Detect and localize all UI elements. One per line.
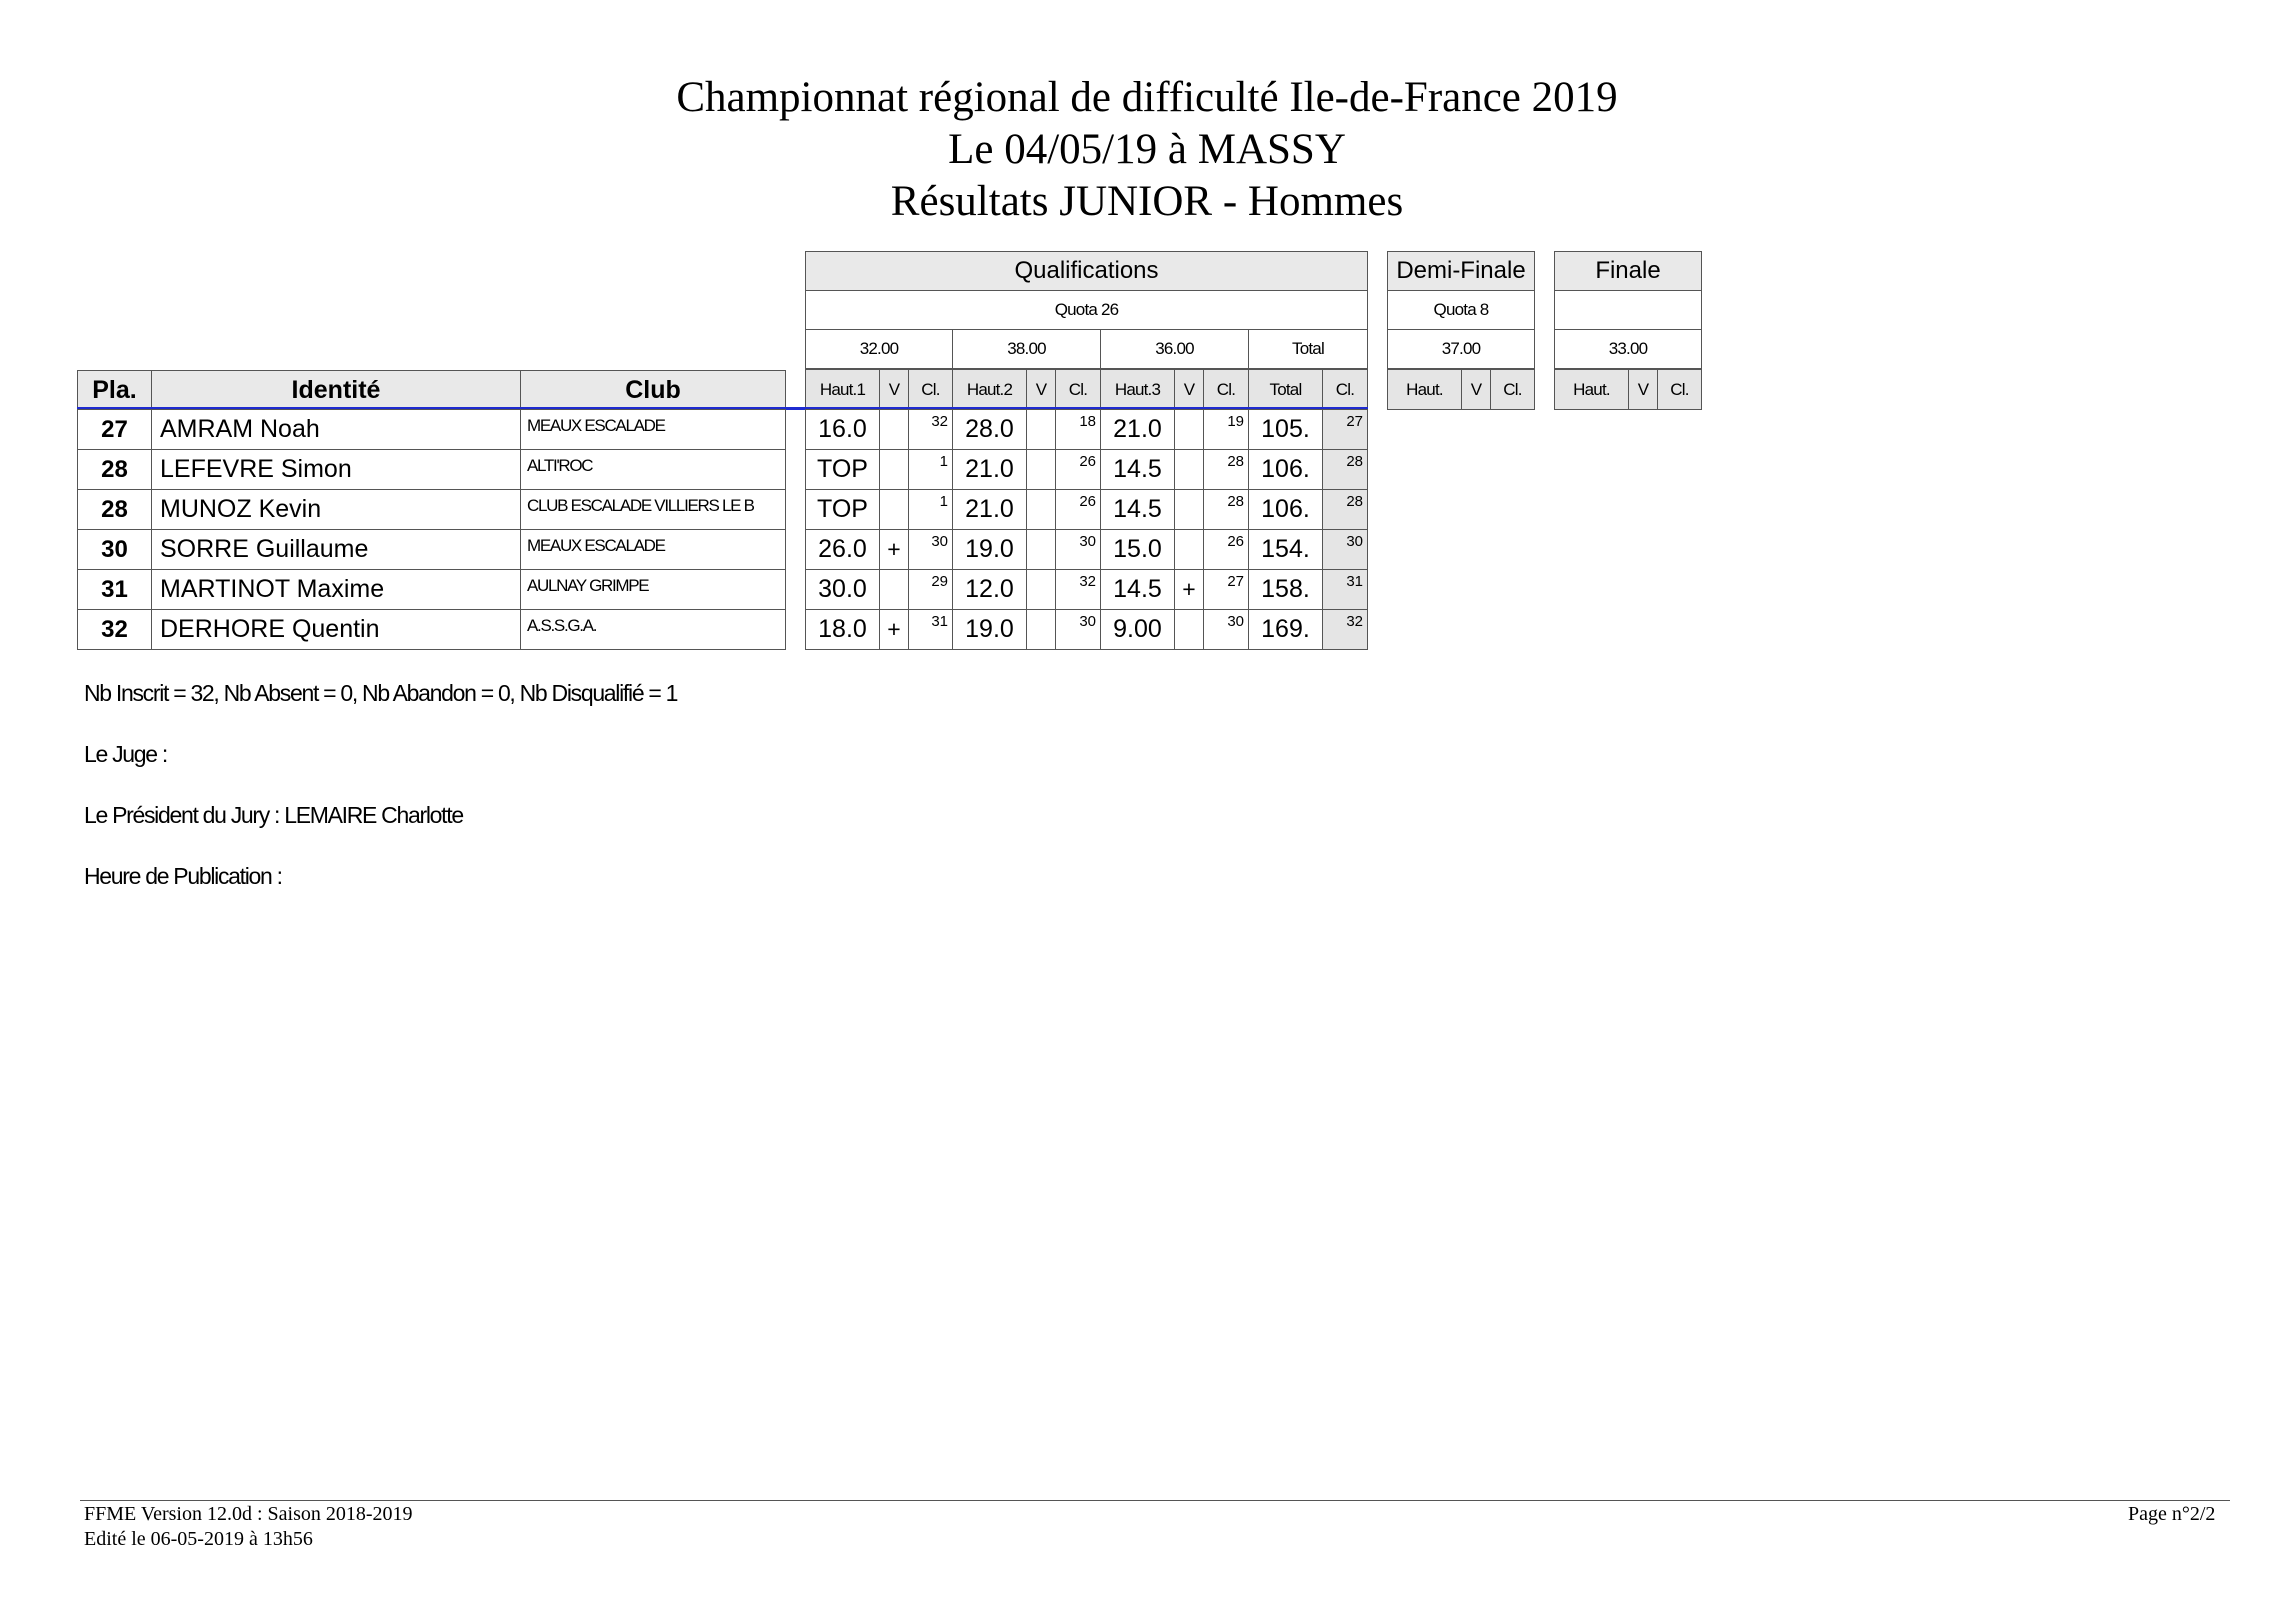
col-header-haut3: Haut.3 (1100, 369, 1175, 410)
row-haut2: 19.0 (952, 609, 1027, 650)
row-cl2: 18 (1055, 409, 1101, 450)
row-total: 158. (1248, 569, 1323, 610)
row-v2 (1026, 529, 1056, 570)
col-header-finale-haut: Haut. (1554, 369, 1629, 410)
col-header-pla: Pla. (77, 370, 152, 410)
row-v3: + (1174, 569, 1204, 610)
footer-page-number: Page n°2/2 (2128, 1503, 2216, 1525)
row-pla: 27 (77, 409, 152, 450)
row-cl2: 32 (1055, 569, 1101, 610)
row-v3 (1174, 529, 1204, 570)
row-club: AULNAY GRIMPE (520, 569, 786, 610)
row-cl3: 26 (1203, 529, 1249, 570)
row-pla: 28 (77, 489, 152, 530)
row-club: MEAUX ESCALADE (520, 529, 786, 570)
route1-height: 32.00 (805, 329, 953, 369)
row-haut2: 21.0 (952, 489, 1027, 530)
row-total: 105. (1248, 409, 1323, 450)
title-line-3: Résultats JUNIOR - Hommes (890, 178, 1404, 225)
row-haut1: 18.0 (805, 609, 880, 650)
row-haut1: 30.0 (805, 569, 880, 610)
demi-finale-height: 37.00 (1387, 329, 1535, 369)
row-haut2: 19.0 (952, 529, 1027, 570)
jury-president: Le Président du Jury : LEMAIRE Charlotte (84, 802, 463, 828)
row-haut2: 28.0 (952, 409, 1027, 450)
qualifications-header: Qualifications (805, 251, 1368, 291)
row-haut1: 26.0 (805, 529, 880, 570)
row-total: 106. (1248, 449, 1323, 490)
row-v1 (879, 489, 909, 530)
row-cl1: 32 (908, 409, 953, 450)
title-line-2: Le 04/05/19 à MASSY (948, 126, 1346, 173)
row-v1 (879, 409, 909, 450)
col-header-v2: V (1026, 369, 1056, 410)
row-haut1: 16.0 (805, 409, 880, 450)
row-v2 (1026, 409, 1056, 450)
col-header-finale-cl: Cl. (1657, 369, 1702, 410)
row-v2 (1026, 569, 1056, 610)
row-haut3: 14.5 (1100, 489, 1175, 530)
row-cl3: 28 (1203, 489, 1249, 530)
finale-quota (1554, 290, 1702, 330)
row-haut1: TOP (805, 489, 880, 530)
row-club: A.S.S.G.A. (520, 609, 786, 650)
col-header-demi-haut: Haut. (1387, 369, 1462, 410)
qualifications-quota: Quota 26 (805, 290, 1368, 330)
row-club: MEAUX ESCALADE (520, 409, 786, 450)
col-header-cl-total: Cl. (1322, 369, 1368, 410)
route3-height: 36.00 (1100, 329, 1249, 369)
col-header-cl1: Cl. (908, 369, 953, 410)
row-v3 (1174, 609, 1204, 650)
total-group-header: Total (1248, 329, 1368, 369)
row-haut3: 14.5 (1100, 569, 1175, 610)
col-header-v3: V (1174, 369, 1204, 410)
row-cl-total: 28 (1322, 449, 1368, 490)
row-v2 (1026, 449, 1056, 490)
row-v2 (1026, 609, 1056, 650)
col-header-demi-v: V (1461, 369, 1491, 410)
row-name: AMRAM Noah (151, 409, 521, 450)
row-pla: 30 (77, 529, 152, 570)
row-cl2: 30 (1055, 529, 1101, 570)
col-header-haut1: Haut.1 (805, 369, 880, 410)
row-total: 106. (1248, 489, 1323, 530)
demi-finale-quota: Quota 8 (1387, 290, 1535, 330)
col-header-demi-cl: Cl. (1490, 369, 1535, 410)
row-v3 (1174, 449, 1204, 490)
judge-label: Le Juge : (84, 741, 167, 767)
row-haut3: 14.5 (1100, 449, 1175, 490)
row-cl3: 30 (1203, 609, 1249, 650)
demi-finale-header: Demi-Finale (1387, 251, 1535, 291)
publication-time-label: Heure de Publication : (84, 863, 282, 889)
footer-edited: Edité le 06-05-2019 à 13h56 (84, 1528, 313, 1550)
row-name: SORRE Guillaume (151, 529, 521, 570)
row-name: MUNOZ Kevin (151, 489, 521, 530)
row-total: 169. (1248, 609, 1323, 650)
col-header-haut2: Haut.2 (952, 369, 1027, 410)
registration-summary: Nb Inscrit = 32, Nb Absent = 0, Nb Abandon = 0, Nb Disqualifié = 1 (84, 680, 678, 706)
row-cl3: 19 (1203, 409, 1249, 450)
row-v1: + (879, 529, 909, 570)
row-cl-total: 30 (1322, 529, 1368, 570)
row-cl1: 1 (908, 489, 953, 530)
row-cl-total: 27 (1322, 409, 1368, 450)
finale-header: Finale (1554, 251, 1702, 291)
row-haut3: 21.0 (1100, 409, 1175, 450)
row-v3 (1174, 409, 1204, 450)
row-name: DERHORE Quentin (151, 609, 521, 650)
footer-rule (80, 1500, 2230, 1501)
col-header-identite: Identité (151, 370, 521, 410)
row-cl-total: 31 (1322, 569, 1368, 610)
row-cl3: 27 (1203, 569, 1249, 610)
row-pla: 32 (77, 609, 152, 650)
row-club: ALTI'ROC (520, 449, 786, 490)
row-club: CLUB ESCALADE VILLIERS LE B (520, 489, 786, 530)
route2-height: 38.00 (952, 329, 1101, 369)
row-cl1: 31 (908, 609, 953, 650)
row-pla: 28 (77, 449, 152, 490)
col-header-club: Club (520, 370, 786, 410)
row-v1 (879, 449, 909, 490)
row-name: MARTINOT Maxime (151, 569, 521, 610)
row-cl2: 26 (1055, 449, 1101, 490)
row-cl2: 30 (1055, 609, 1101, 650)
row-haut2: 21.0 (952, 449, 1027, 490)
col-header-v1: V (879, 369, 909, 410)
row-pla: 31 (77, 569, 152, 610)
row-cl-total: 32 (1322, 609, 1368, 650)
row-haut3: 15.0 (1100, 529, 1175, 570)
row-haut1: TOP (805, 449, 880, 490)
row-total: 154. (1248, 529, 1323, 570)
row-haut3: 9.00 (1100, 609, 1175, 650)
row-cl2: 26 (1055, 489, 1101, 530)
row-v2 (1026, 489, 1056, 530)
row-cl-total: 28 (1322, 489, 1368, 530)
col-header-cl3: Cl. (1203, 369, 1249, 410)
col-header-finale-v: V (1628, 369, 1658, 410)
row-v1: + (879, 609, 909, 650)
row-v1 (879, 569, 909, 610)
row-cl3: 28 (1203, 449, 1249, 490)
row-cl1: 29 (908, 569, 953, 610)
col-header-cl2: Cl. (1055, 369, 1101, 410)
col-header-total: Total (1248, 369, 1323, 410)
row-v3 (1174, 489, 1204, 530)
row-cl1: 30 (908, 529, 953, 570)
footer-version: FFME Version 12.0d : Saison 2018-2019 (84, 1503, 413, 1525)
row-cl1: 1 (908, 449, 953, 490)
finale-height: 33.00 (1554, 329, 1702, 369)
row-name: LEFEVRE Simon (151, 449, 521, 490)
row-haut2: 12.0 (952, 569, 1027, 610)
title-line-1: Championnat régional de difficulté Ile-de-France 2019 (676, 74, 1618, 121)
